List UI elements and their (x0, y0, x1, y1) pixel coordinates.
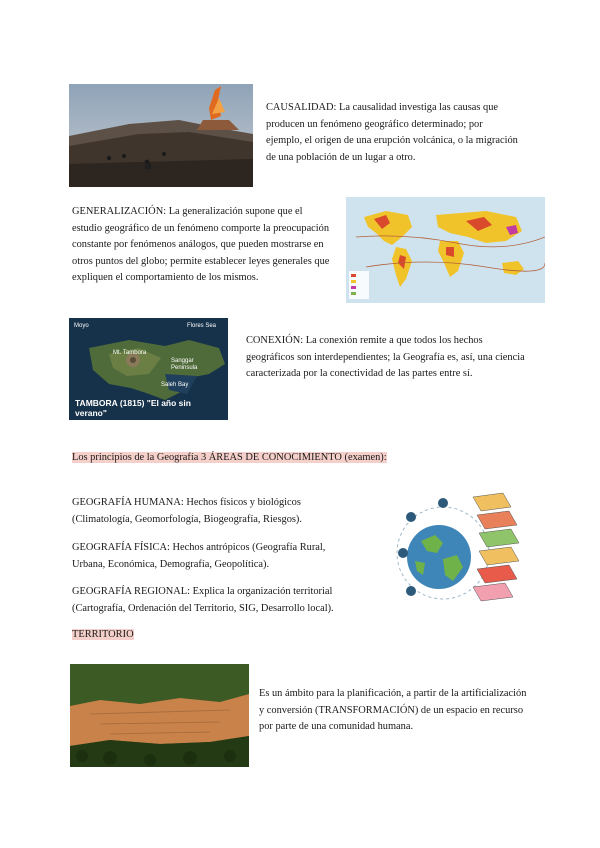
principios-heading-text: Los principios de la Geografía 3 ÁREAS DE CONOCIMIENTO (examen): (72, 452, 387, 463)
fisica-paragraph (72, 540, 347, 573)
conexion-text: : La conexión remite a que todos los hechos geográficos son interdependientes; la Geografía es, así, una ciencia caracterizada por la conectividad de las partes entre sí. (246, 335, 525, 379)
conexion-term: CONEXIÓN (246, 335, 301, 346)
causalidad-text: : La causalidad investiga las causas que producen un fenómeno geográfico determinado; por ejemplo, el origen de una erupción volcánica, o la migración de una población de un lugar a otro. (266, 102, 518, 163)
world-map (346, 197, 545, 303)
fisica-text: : Hechos antrópicos (Geografía Rural, Urbana, Económica, Demografía, Geopolítica). (72, 542, 326, 570)
label-flores-sea: Flores Sea (187, 323, 217, 329)
label-moyo: Moyo (74, 323, 89, 329)
regional-term: GEOGRAFÍA REGIONAL (72, 586, 188, 597)
label-sanggar: Sanggar Peninsula (171, 358, 198, 371)
territorio-heading-text: TERRITORIO (72, 629, 134, 640)
humana-term: GEOGRAFÍA HUMANA (72, 497, 181, 508)
tambora-map (69, 318, 228, 420)
fisica-term: GEOGRAFÍA FÍSICA (72, 542, 167, 553)
regional-paragraph (72, 584, 357, 617)
deforestation-photo (70, 664, 249, 767)
humana-text: : Hechos físicos y biológicos (Climatología, Geomorfología, Biogeografía, Riesgos). (72, 497, 302, 525)
label-saleh-bay: Saleh Bay (161, 382, 189, 388)
volcano-photo (69, 84, 253, 187)
principios-heading (72, 450, 532, 467)
tambora-caption: TAMBORA (1815) "El año sin verano" (75, 398, 191, 418)
generalizacion-term: GENERALIZACIÓN (72, 206, 164, 217)
label-mt-tambora: Mt. Tambora (113, 350, 147, 356)
regional-text: : Explica la organización territorial (Cartografía, Ordenación del Territorio, SIG, Desarrollo local). (72, 586, 334, 614)
globe-gis-illustration (391, 489, 523, 617)
generalizacion-text: : La generalización supone que el estudio geográfico de un fenómeno comporte la preocupación constante por fenómenos análogos, que pueden mostrarse en otros puntos del globo; permite establecer leyes generales que expliquen el comportamiento de los mismos. (72, 206, 330, 283)
territorio-paragraph (259, 686, 529, 736)
generalizacion-paragraph (72, 204, 334, 287)
conexion-paragraph (246, 333, 526, 383)
territorio-text: Es un ámbito para la planificación, a partir de la artificialización y conversión (TRANSFORMACIÓN) de un espacio en recurso por parte de una comunidad humana. (259, 688, 527, 732)
causalidad-term: CAUSALIDAD (266, 102, 334, 113)
humana-paragraph (72, 495, 347, 528)
territorio-heading (72, 627, 272, 644)
causalidad-paragraph (266, 100, 518, 166)
